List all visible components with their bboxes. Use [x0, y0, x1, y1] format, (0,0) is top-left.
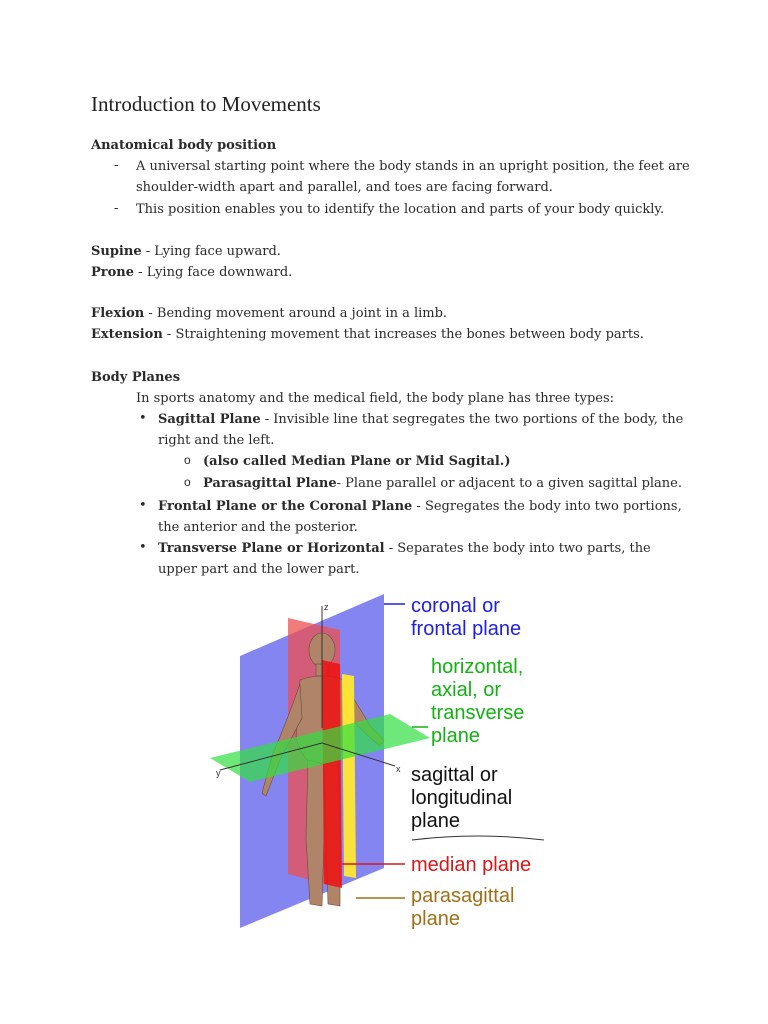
frontal-line-2: the anterior and the posterior.: [158, 520, 358, 535]
coronal-label-2: frontal plane: [411, 618, 522, 640]
sagittal-sub-1: (also called Median Plane or Mid Sagital.): [203, 454, 511, 469]
sagittal-label-2: longitudinal: [411, 787, 513, 809]
axis-y-label: y: [216, 768, 221, 778]
parasagittal-term: Parasagittal Plane: [203, 476, 337, 491]
supine-def: - Lying face upward.: [141, 244, 281, 259]
sub-bullet-marker: o: [184, 475, 191, 489]
body-planes-intro: In sports anatomy and the medical field, the body plane has three types:: [136, 391, 615, 406]
anatomical-item-1-line-1: A universal starting point where the body stands in an upright position, the feet are: [136, 159, 690, 174]
bullet-marker: •: [139, 411, 147, 426]
sagittal-brace: [412, 836, 544, 840]
dash-marker: -: [114, 158, 119, 173]
body-planes-figure: [200, 588, 580, 938]
transverse-def: - Separates the body into two parts, the: [384, 541, 651, 556]
dash-marker: -: [114, 201, 119, 216]
coronal-label-1: coronal or: [411, 595, 500, 617]
sagittal-term: Sagittal Plane: [158, 412, 261, 427]
sagittal-sub-2: [203, 473, 682, 494]
body-planes-heading: Body Planes: [91, 370, 181, 385]
sagittal-label-3: plane: [411, 810, 460, 832]
sagittal-line-2: right and the left.: [158, 433, 275, 448]
sagittal-label-1: sagittal or: [411, 764, 498, 786]
flexion-def: - Bending movement around a joint in a limb.: [144, 306, 448, 321]
transverse-term: Transverse Plane or Horizontal: [158, 541, 385, 556]
frontal-term: Frontal Plane or the Coronal Plane: [158, 499, 413, 514]
frontal-def: - Segregates the body into two portions,: [412, 499, 682, 514]
sagittal-line-1: [158, 409, 683, 430]
flexion-term: Flexion: [91, 306, 145, 321]
prone-definition: [91, 262, 292, 283]
anatomical-heading: Anatomical body position: [91, 138, 277, 153]
supine-definition: [91, 241, 281, 262]
parasagittal-label-2: plane: [411, 908, 460, 930]
extension-term: Extension: [91, 327, 163, 342]
supine-term: Supine: [91, 244, 142, 259]
parasagittal-label-1: parasagittal: [411, 885, 515, 907]
horizontal-label-2: axial, or: [431, 679, 502, 701]
extension-def: - Straightening movement that increases the bones between body parts.: [162, 327, 644, 342]
sagittal-def: - Invisible line that segregates the two portions of the body, the: [260, 412, 684, 427]
prone-term: Prone: [91, 265, 135, 280]
transverse-line-1: [158, 538, 651, 559]
horizontal-label-1: horizontal,: [431, 656, 524, 678]
axis-x-label: x: [396, 764, 401, 774]
sub-bullet-marker: o: [184, 453, 191, 467]
parasagittal-def: - Plane parallel or adjacent to a given sagittal plane.: [336, 476, 683, 491]
frontal-line-1: [158, 496, 682, 517]
horizontal-label-4: plane: [431, 725, 480, 747]
median-label: median plane: [411, 854, 532, 876]
horizontal-label-3: transverse: [431, 702, 525, 724]
transverse-line-2: upper part and the lower part.: [158, 562, 360, 577]
median-plane: [322, 660, 342, 888]
page-title: Introduction to Movements: [91, 92, 321, 116]
bullet-marker: •: [139, 540, 147, 555]
extension-definition: [91, 324, 644, 345]
flexion-definition: [91, 303, 447, 324]
prone-def: - Lying face downward.: [134, 265, 293, 280]
anatomical-item-2: This position enables you to identify the location and parts of your body quickly.: [136, 202, 665, 217]
axis-z-label: z: [324, 602, 329, 612]
bullet-marker: •: [139, 498, 147, 513]
anatomical-item-1-line-2: shoulder-width apart and parallel, and toes are facing forward.: [136, 180, 553, 195]
parasagittal-plane: [342, 674, 356, 878]
